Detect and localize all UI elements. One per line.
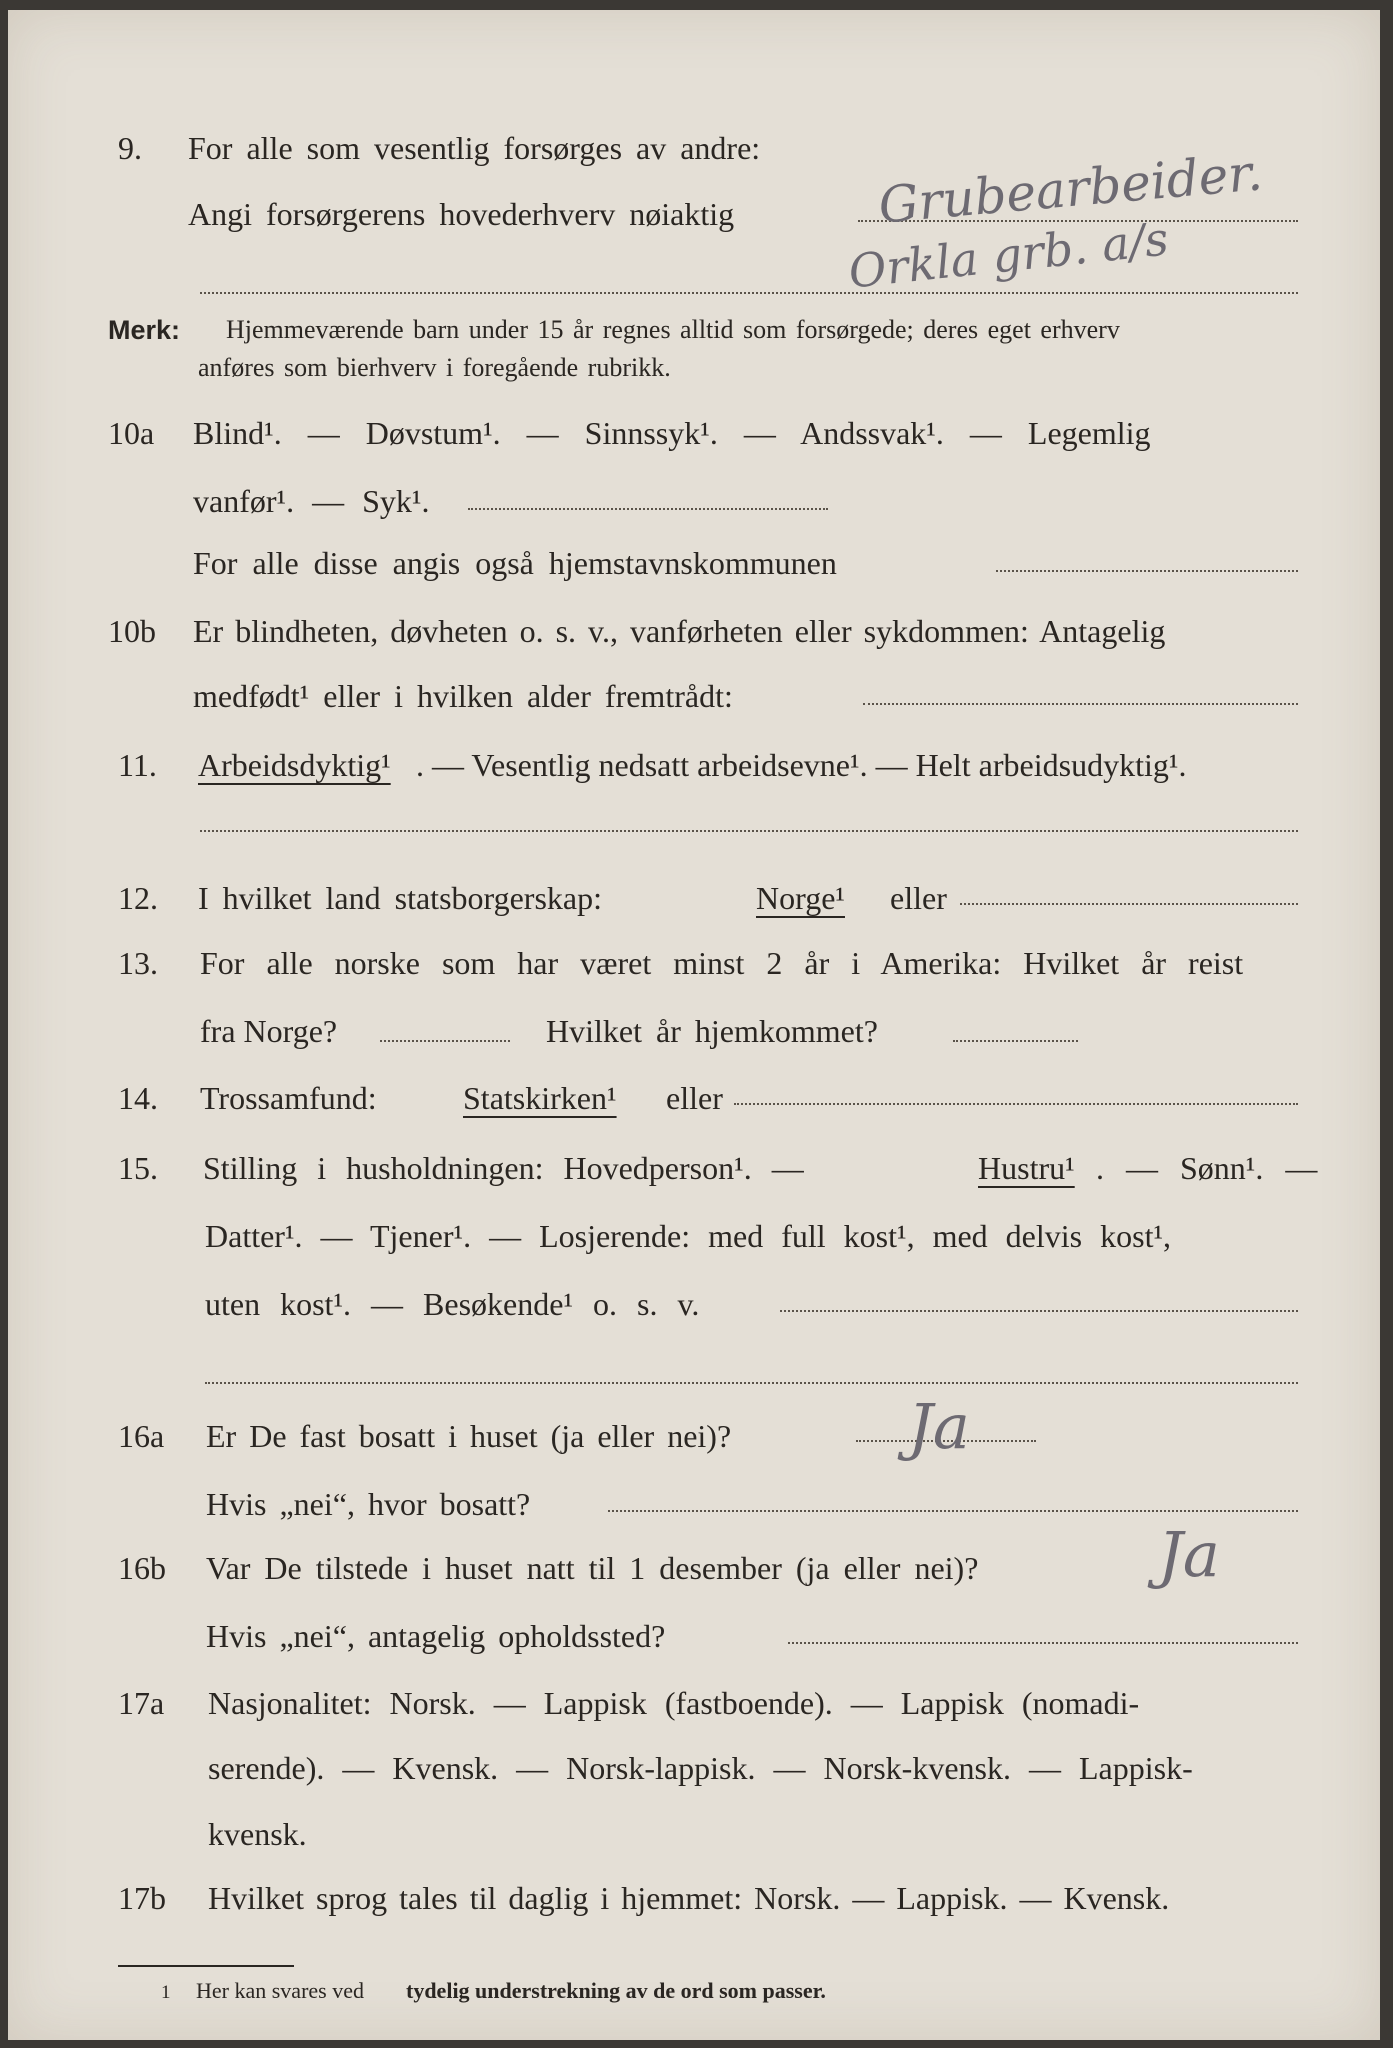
q14-suffix: eller xyxy=(666,1080,723,1116)
q10a-line3: For alle disse angis også hjemstavnskommunen xyxy=(193,545,837,581)
q17b-number: 17b xyxy=(118,1880,166,1916)
q10a-number: 10a xyxy=(108,415,155,451)
q16b-line1: Var De tilstede i huset natt til 1 desember (ja eller nei)? xyxy=(206,1550,979,1586)
q11-option-arbeidsdyktig: Arbeidsdyktig¹ xyxy=(198,747,391,783)
q16a-line2: Hvis „nei“, hvor bosatt? xyxy=(206,1486,531,1522)
q10b-line2: medfødt¹ eller i hvilken alder fremtrådt: xyxy=(193,678,733,714)
q13-line1: For alle norske som har været minst 2 år i Amerika: Hvilket år reist xyxy=(200,945,1244,981)
q16a-handwritten-answer: Ja xyxy=(908,1390,970,1463)
q16b-handwritten-answer: Ja xyxy=(1158,1518,1220,1591)
q17a-number: 17a xyxy=(118,1685,165,1721)
q16a-address-line xyxy=(608,1510,1298,1512)
q14-option-statskirken: Statskirken¹ xyxy=(463,1080,617,1116)
q16b-line2: Hvis „nei“, antagelig opholdssted? xyxy=(206,1618,666,1654)
footnote-mark: 1 xyxy=(161,1982,171,2003)
q10a-line2: vanfør¹. — Syk¹. xyxy=(193,483,430,519)
merk-line1: Hjemmeværende barn under 15 år regnes alltid som forsørgede; deres eget erhverv xyxy=(226,315,1120,344)
q12-answer-line xyxy=(960,903,1298,905)
q12-suffix: eller xyxy=(890,880,947,916)
q9-line2: Angi forsørgerens hovederhverv nøiaktig xyxy=(188,196,735,232)
q9-answer-line2 xyxy=(200,292,1298,294)
q17b-line1: Hvilket sprog tales til daglig i hjemmet: Norsk. — Lappisk. — Kvensk. xyxy=(208,1880,1170,1916)
q14-answer-line xyxy=(734,1103,1298,1105)
q12-prefix: I hvilket land statsborgerskap: xyxy=(198,880,602,916)
q11-number: 11. xyxy=(118,747,157,783)
q13-year-left-line xyxy=(380,1040,510,1042)
q10b-number: 10b xyxy=(108,613,156,649)
q12-option-norge: Norge¹ xyxy=(756,880,845,916)
merk-label: Merk: xyxy=(108,315,181,345)
footnote-emphasis: tydelig understrekning av de ord som passer. xyxy=(406,1978,826,2003)
q10a-hometown-line xyxy=(996,570,1298,572)
q15-line2: Datter¹. — Tjener¹. — Losjerende: med full kost¹, med delvis kost¹, xyxy=(205,1218,1172,1254)
q14-prefix: Trossamfund: xyxy=(200,1080,377,1116)
q16a-line1: Er De fast bosatt i huset (ja eller nei)? xyxy=(206,1418,732,1454)
q10a-line1: Blind¹. — Døvstum¹. — Sinnssyk¹. — Andssvak¹. — Legemlig xyxy=(193,415,1151,451)
q11-rest: . — Vesentlig nedsatt arbeidsevne¹. — Helt arbeidsudyktig¹. xyxy=(416,747,1187,783)
q15-answer-line2 xyxy=(205,1382,1298,1384)
q15-number: 15. xyxy=(118,1150,158,1186)
q15-option-hustru: Hustru¹ xyxy=(978,1150,1075,1186)
q10b-answer-line xyxy=(863,703,1298,705)
merk-line2: anføres som bierhverv i foregående rubrikk. xyxy=(198,353,671,382)
q15-line3: uten kost¹. — Besøkende¹ o. s. v. xyxy=(205,1286,700,1322)
q16a-number: 16a xyxy=(118,1418,165,1454)
q13-line2a: fra Norge? xyxy=(200,1013,338,1049)
q10b-line1: Er blindheten, døvheten o. s. v., vanførheten eller sykdommen: Antagelig xyxy=(193,613,1166,649)
q13-year-return-line xyxy=(953,1040,1078,1042)
q9-line1: For alle som vesentlig forsørges av andre: xyxy=(188,130,761,166)
q16b-number: 16b xyxy=(118,1550,166,1586)
q16b-location-line xyxy=(788,1642,1298,1644)
q13-number: 13. xyxy=(118,945,158,981)
q15-suffix: . — Sønn¹. — xyxy=(1096,1150,1318,1186)
q15-prefix: Stilling i husholdningen: Hovedperson¹. — xyxy=(203,1150,804,1186)
q9-handwritten-occupation: Grubearbeider. xyxy=(876,143,1265,235)
q15-answer-line1 xyxy=(780,1310,1298,1312)
census-form-page xyxy=(8,10,1380,2040)
q9-handwritten-employer: Orkla grb. a/s xyxy=(846,211,1171,299)
footnote-rule xyxy=(118,1965,294,1967)
footnote-text: Her kan svares ved xyxy=(196,1978,364,2003)
q12-number: 12. xyxy=(118,880,158,916)
q9-number: 9. xyxy=(118,130,142,166)
q17a-line2: serende). — Kvensk. — Norsk-lappisk. — Norsk-kvensk. — Lappisk- xyxy=(208,1750,1193,1786)
q11-answer-line xyxy=(200,830,1298,832)
q14-number: 14. xyxy=(118,1080,158,1116)
q10a-answer-line xyxy=(468,508,828,510)
q17a-line1: Nasjonalitet: Norsk. — Lappisk (fastboende). — Lappisk (nomadi- xyxy=(208,1685,1140,1721)
q17a-line3: kvensk. xyxy=(208,1816,307,1852)
q13-line2b: Hvilket år hjemkommet? xyxy=(546,1013,878,1049)
